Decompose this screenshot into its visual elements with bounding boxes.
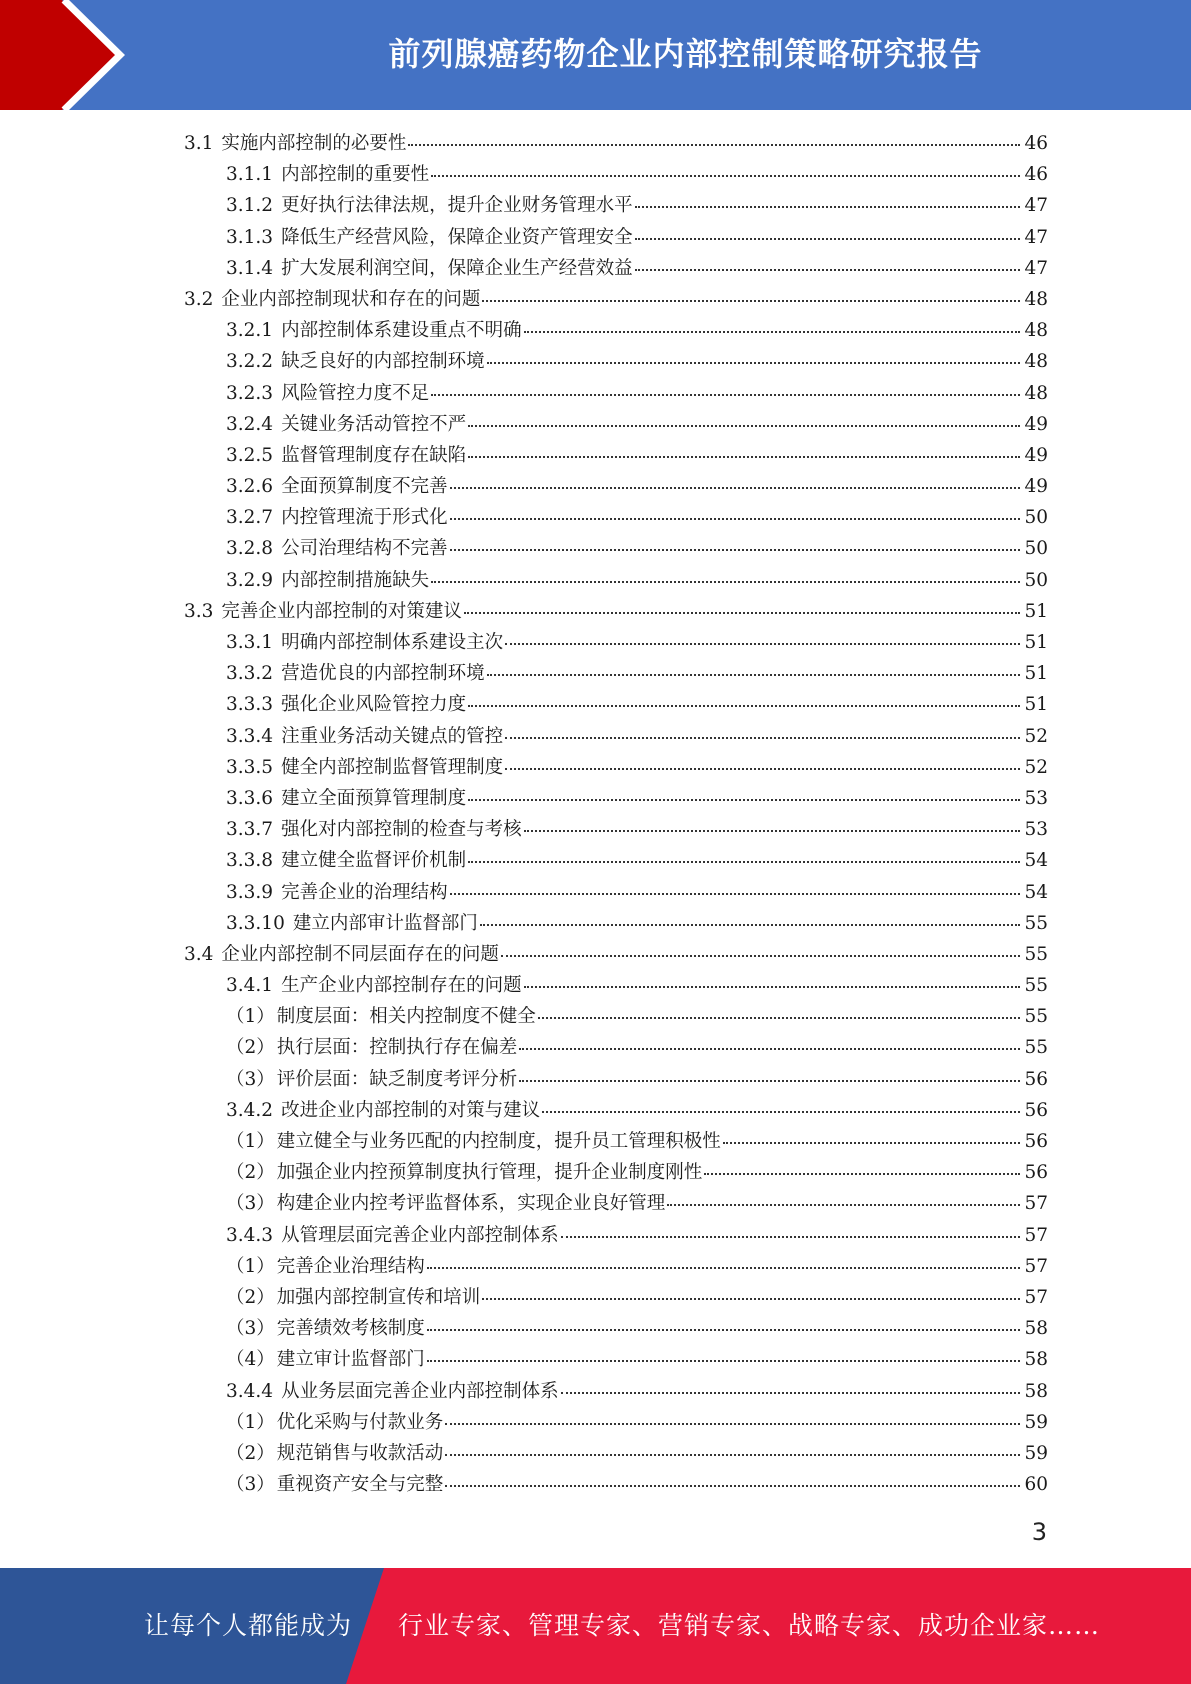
- footer-slogan-left: 让每个人都能成为: [144, 1611, 353, 1640]
- toc-entry-number: （1）: [226, 1255, 275, 1277]
- toc-entry-page: 53: [1024, 787, 1048, 809]
- toc-entry-title: 公司治理结构不完善: [281, 538, 448, 560]
- toc-entry[interactable]: [184, 1032, 1048, 1063]
- toc-dot-leader: [519, 1079, 1020, 1082]
- toc-entry-title: 建立全面预算管理制度: [281, 787, 467, 809]
- toc-dot-leader: [450, 486, 1021, 489]
- toc-entry-page: 55: [1024, 912, 1048, 934]
- toc-entry-page: 51: [1024, 694, 1048, 716]
- toc-entry[interactable]: [184, 970, 1048, 1001]
- toc-entry-number: 3.1.3: [226, 226, 274, 248]
- toc-entry[interactable]: [184, 877, 1048, 908]
- toc-entry[interactable]: [184, 1001, 1048, 1032]
- toc-dot-leader: [445, 1422, 1020, 1425]
- toc-entry-number: 3.2.8: [226, 538, 274, 560]
- toc-entry-number: 3.3.1: [226, 632, 274, 653]
- toc-entry[interactable]: [184, 128, 1048, 159]
- toc-entry-title: 完善企业治理结构: [276, 1255, 425, 1277]
- toc-entry-number: （2）: [226, 1286, 275, 1308]
- toc-entry-number: 3.3.4: [226, 725, 274, 747]
- toc-entry-title: 规范销售与收款活动: [276, 1442, 444, 1464]
- toc-entry[interactable]: [184, 939, 1048, 970]
- toc-entry-title: 扩大发展利润空间，保障企业生产经营效益: [281, 257, 633, 279]
- toc-entry-page: 48: [1024, 288, 1048, 310]
- toc-entry-number: 3.3.6: [226, 787, 274, 809]
- toc-entry-page: 47: [1024, 226, 1048, 248]
- toc-entry-page: 51: [1024, 663, 1048, 685]
- toc-entry-title: 建立审计监督部门: [276, 1349, 425, 1371]
- toc-entry-page: 51: [1024, 600, 1048, 622]
- toc-entry-number: （4）: [226, 1349, 275, 1371]
- toc-dot-leader: [431, 393, 1020, 396]
- toc-entry-title: 加强企业内控预算制度执行管理，提升企业制度刚性: [276, 1162, 703, 1184]
- toc-entry-page: 56: [1024, 1131, 1048, 1152]
- toc-entry-page: 47: [1024, 195, 1048, 217]
- toc-entry-number: （3）: [226, 1474, 275, 1496]
- toc-entry-number: 3.1.2: [226, 195, 274, 217]
- toc-dot-leader: [464, 611, 1021, 614]
- toc-entry[interactable]: [184, 783, 1048, 814]
- toc-entry[interactable]: [184, 1407, 1048, 1438]
- toc-entry[interactable]: [184, 845, 1048, 876]
- toc-dot-leader: [487, 361, 1021, 364]
- toc-entry-title: 内控管理流于形式化: [281, 507, 448, 529]
- toc-entry-number: 3.4.4: [226, 1380, 274, 1402]
- report-title: 前列腺癌药物企业内部控制策略研究报告: [388, 35, 983, 73]
- toc-entry[interactable]: [184, 284, 1048, 315]
- toc-entry-title: 从业务层面完善企业内部控制体系: [281, 1380, 559, 1402]
- toc-entry[interactable]: [184, 752, 1048, 783]
- toc-entry-number: （2）: [226, 1442, 275, 1464]
- toc-entry[interactable]: [184, 346, 1048, 377]
- toc-dot-leader: [427, 1266, 1021, 1269]
- toc-entry-title: 缺乏良好的内部控制环境: [281, 351, 485, 373]
- toc-entry[interactable]: [184, 596, 1048, 627]
- toc-entry[interactable]: [184, 440, 1048, 471]
- toc-entry-number: 3.3.8: [226, 850, 274, 872]
- toc-entry-page: 58: [1024, 1380, 1048, 1402]
- toc-dot-leader: [561, 1391, 1021, 1394]
- toc-entry-title: 明确内部控制体系建设主次: [281, 632, 504, 653]
- toc-entry-title: 完善企业的治理结构: [281, 881, 448, 903]
- toc-entry[interactable]: [184, 378, 1048, 409]
- toc-entry-page: 49: [1024, 444, 1048, 466]
- toc-entry-page: 54: [1024, 850, 1048, 872]
- toc-entry-number: 3.3: [184, 600, 214, 622]
- toc-entry-title: 更好执行法律法规，提升企业财务管理水平: [281, 195, 633, 217]
- toc-dot-leader: [427, 1328, 1021, 1331]
- toc-entry-page: 53: [1024, 819, 1048, 841]
- toc-dot-leader: [482, 1297, 1020, 1300]
- toc-entry-title: 构建企业内控考评监督体系，实现企业良好管理: [276, 1193, 666, 1215]
- toc-dot-leader: [635, 237, 1021, 240]
- toc-entry[interactable]: [184, 222, 1048, 253]
- toc-dot-leader: [667, 1203, 1020, 1206]
- toc-entry-title: 建立健全监督评价机制: [281, 850, 467, 872]
- toc-entry[interactable]: [184, 1344, 1048, 1375]
- toc-dot-leader: [704, 1172, 1020, 1175]
- toc-entry[interactable]: [184, 721, 1048, 752]
- page-number: 3: [1031, 1518, 1047, 1546]
- toc-entry-title: 强化对内部控制的检查与考核: [281, 819, 522, 841]
- toc-entry-title: 监督管理制度存在缺陷: [281, 444, 467, 466]
- toc-entry[interactable]: [184, 1157, 1048, 1188]
- toc-entry[interactable]: [184, 689, 1048, 720]
- toc-entry[interactable]: [184, 658, 1048, 689]
- toc-dot-leader: [561, 1235, 1021, 1238]
- toc-dot-leader: [468, 424, 1020, 427]
- toc-entry-page: 59: [1024, 1442, 1048, 1464]
- toc-entry-number: （2）: [226, 1162, 275, 1184]
- toc-entry-title: 加强内部控制宣传和培训: [276, 1286, 481, 1308]
- toc-entry-number: 3.3.2: [226, 663, 274, 685]
- toc-entry-page: 55: [1024, 1037, 1048, 1059]
- toc-entry-page: 57: [1024, 1193, 1048, 1215]
- toc-entry[interactable]: [184, 565, 1048, 596]
- toc-entry-number: 3.1: [184, 133, 214, 154]
- toc-entry-title: 风险管控力度不足: [281, 382, 430, 404]
- toc-entry[interactable]: [184, 1126, 1048, 1157]
- toc-entry-page: 49: [1024, 413, 1048, 435]
- table-of-contents: [184, 128, 1048, 1500]
- toc-entry-number: （1）: [226, 1131, 275, 1152]
- chevron-arrow-icon: [0, 0, 160, 110]
- toc-entry-title: 完善绩效考核制度: [276, 1318, 425, 1340]
- toc-entry-number: （3）: [226, 1193, 275, 1215]
- toc-entry-title: 企业内部控制不同层面存在的问题: [221, 943, 499, 965]
- toc-dot-leader: [450, 517, 1021, 520]
- toc-entry-page: 46: [1024, 133, 1048, 154]
- toc-dot-leader: [468, 704, 1020, 707]
- toc-entry[interactable]: [184, 1438, 1048, 1469]
- toc-entry-title: 内部控制措施缺失: [281, 569, 430, 591]
- toc-entry[interactable]: [184, 159, 1048, 190]
- toc-entry[interactable]: [184, 1469, 1048, 1500]
- toc-dot-leader: [505, 736, 1020, 739]
- toc-entry-title: 营造优良的内部控制环境: [281, 663, 485, 685]
- toc-entry-page: 60: [1024, 1474, 1048, 1496]
- toc-dot-leader: [519, 1047, 1020, 1050]
- toc-entry[interactable]: [184, 471, 1048, 502]
- toc-entry[interactable]: [184, 1095, 1048, 1126]
- toc-entry-number: （2）: [226, 1037, 275, 1059]
- toc-entry-page: 56: [1024, 1099, 1048, 1121]
- toc-entry-page: 47: [1024, 257, 1048, 279]
- toc-entry-page: 48: [1024, 351, 1048, 373]
- toc-entry[interactable]: [184, 1220, 1048, 1251]
- toc-entry-page: 52: [1024, 725, 1048, 747]
- toc-entry[interactable]: [184, 1064, 1048, 1095]
- toc-dot-leader: [524, 985, 1021, 988]
- toc-entry[interactable]: [184, 409, 1048, 440]
- toc-dot-leader: [524, 330, 1021, 333]
- toc-entry-title: 内部控制的重要性: [281, 164, 430, 186]
- toc-entry-page: 50: [1024, 538, 1048, 560]
- toc-entry-number: 3.3.10: [226, 912, 285, 934]
- toc-entry-number: 3.2.4: [226, 413, 274, 435]
- toc-entry[interactable]: [184, 1188, 1048, 1219]
- toc-entry-title: 建立内部审计监督部门: [292, 912, 478, 934]
- toc-dot-leader: [635, 268, 1021, 271]
- toc-entry-page: 48: [1024, 382, 1048, 404]
- toc-entry-number: 3.2.9: [226, 569, 274, 591]
- toc-dot-leader: [468, 455, 1020, 458]
- toc-entry-number: 3.1.1: [226, 164, 274, 186]
- toc-dot-leader: [505, 767, 1020, 770]
- toc-entry-number: （3）: [226, 1068, 275, 1090]
- toc-entry-title: 完善企业内部控制的对策建议: [221, 600, 462, 622]
- toc-entry[interactable]: [184, 315, 1048, 346]
- toc-entry-number: 3.4.1: [226, 975, 274, 997]
- toc-entry[interactable]: [184, 502, 1048, 533]
- toc-entry[interactable]: [184, 627, 1048, 658]
- toc-entry-title: 优化采购与付款业务: [276, 1411, 444, 1433]
- toc-entry-title: 评价层面：缺乏制度考评分析: [276, 1068, 518, 1090]
- toc-entry-title: 降低生产经营风险，保障企业资产管理安全: [281, 226, 633, 248]
- toc-dot-leader: [450, 548, 1021, 551]
- footer-slogan-right: 行业专家、管理专家、营销专家、战略专家、成功企业家……: [398, 1611, 1101, 1640]
- toc-entry-title: 改进企业内部控制的对策与建议: [281, 1099, 541, 1121]
- toc-dot-leader: [505, 642, 1020, 645]
- toc-entry-title: 重视资产安全与完整: [276, 1474, 444, 1496]
- toc-entry-number: 3.3.9: [226, 881, 274, 903]
- toc-entry-title: 企业内部控制现状和存在的问题: [221, 288, 481, 310]
- toc-entry-title: 健全内部控制监督管理制度: [281, 756, 504, 778]
- toc-entry-number: （1）: [226, 1006, 275, 1028]
- toc-entry-number: 3.4: [184, 943, 214, 965]
- toc-entry-page: 50: [1024, 507, 1048, 529]
- toc-dot-leader: [538, 1016, 1021, 1019]
- toc-entry-page: 51: [1024, 632, 1048, 653]
- toc-dot-leader: [445, 1484, 1020, 1487]
- page-footer: [0, 1568, 1191, 1684]
- toc-entry-page: 48: [1024, 320, 1048, 342]
- toc-entry-page: 58: [1024, 1349, 1048, 1371]
- toc-entry-page: 55: [1024, 1006, 1048, 1028]
- toc-entry-page: 58: [1024, 1318, 1048, 1340]
- toc-dot-leader: [431, 580, 1020, 583]
- toc-entry-title: 强化企业风险管控力度: [281, 694, 467, 716]
- toc-entry-title: 实施内部控制的必要性: [221, 133, 407, 154]
- toc-entry[interactable]: [184, 1376, 1048, 1407]
- toc-dot-leader: [482, 299, 1020, 302]
- toc-dot-leader: [501, 954, 1021, 957]
- toc-entry-title: 生产企业内部控制存在的问题: [281, 975, 522, 997]
- toc-dot-leader: [723, 1141, 1021, 1144]
- toc-entry-page: 54: [1024, 881, 1048, 903]
- toc-entry-page: 56: [1024, 1162, 1048, 1184]
- toc-dot-leader: [480, 923, 1021, 926]
- toc-entry-page: 55: [1024, 943, 1048, 965]
- toc-entry[interactable]: [184, 253, 1048, 284]
- toc-entry-page: 52: [1024, 756, 1048, 778]
- toc-entry-number: 3.2.3: [226, 382, 274, 404]
- toc-dot-leader: [450, 892, 1021, 895]
- toc-entry-number: （3）: [226, 1318, 275, 1340]
- toc-entry-number: 3.2.2: [226, 351, 274, 373]
- toc-entry[interactable]: [184, 533, 1048, 564]
- toc-entry[interactable]: [184, 908, 1048, 939]
- toc-dot-leader: [635, 205, 1021, 208]
- toc-entry-number: 3.2.7: [226, 507, 274, 529]
- toc-dot-leader: [408, 143, 1020, 146]
- toc-entry-number: 3.4.2: [226, 1099, 274, 1121]
- toc-entry[interactable]: [184, 1313, 1048, 1344]
- toc-entry-number: 3.2.6: [226, 476, 274, 498]
- toc-entry[interactable]: [184, 1282, 1048, 1313]
- toc-dot-leader: [542, 1110, 1020, 1113]
- toc-entry-page: 56: [1024, 1068, 1048, 1090]
- toc-entry-number: （1）: [226, 1411, 275, 1433]
- toc-entry-page: 50: [1024, 569, 1048, 591]
- toc-entry-title: 注重业务活动关键点的管控: [281, 725, 504, 747]
- toc-dot-leader: [468, 798, 1020, 801]
- toc-entry-page: 59: [1024, 1411, 1048, 1433]
- toc-entry-title: 从管理层面完善企业内部控制体系: [281, 1224, 559, 1246]
- toc-entry[interactable]: [184, 190, 1048, 221]
- page-header: [0, 0, 1191, 110]
- toc-entry-number: 3.3.5: [226, 756, 274, 778]
- toc-dot-leader: [487, 673, 1021, 676]
- toc-entry-page: 55: [1024, 975, 1048, 997]
- toc-entry-number: 3.4.3: [226, 1224, 274, 1246]
- toc-dot-leader: [524, 829, 1021, 832]
- toc-entry-title: 关键业务活动管控不严: [281, 413, 467, 435]
- toc-entry-number: 3.2: [184, 288, 214, 310]
- toc-entry-title: 建立健全与业务匹配的内控制度，提升员工管理积极性: [276, 1131, 721, 1152]
- toc-dot-leader: [431, 174, 1020, 177]
- toc-entry-title: 执行层面：控制执行存在偏差: [276, 1037, 518, 1059]
- toc-entry-title: 全面预算制度不完善: [281, 476, 448, 498]
- toc-dot-leader: [445, 1453, 1020, 1456]
- toc-entry[interactable]: [184, 814, 1048, 845]
- toc-entry-title: 内部控制体系建设重点不明确: [281, 320, 522, 342]
- toc-entry[interactable]: [184, 1251, 1048, 1282]
- toc-entry-number: 3.1.4: [226, 257, 274, 279]
- toc-entry-page: 57: [1024, 1286, 1048, 1308]
- toc-entry-number: 3.2.1: [226, 320, 274, 342]
- toc-entry-page: 49: [1024, 476, 1048, 498]
- toc-entry-page: 57: [1024, 1255, 1048, 1277]
- toc-dot-leader: [427, 1359, 1021, 1362]
- toc-entry-number: 3.3.3: [226, 694, 274, 716]
- toc-entry-number: 3.2.5: [226, 444, 274, 466]
- toc-entry-page: 57: [1024, 1224, 1048, 1246]
- toc-entry-title: 制度层面：相关内控制度不健全: [276, 1006, 536, 1028]
- toc-entry-number: 3.3.7: [226, 819, 274, 841]
- toc-entry-page: 46: [1024, 164, 1048, 186]
- toc-dot-leader: [468, 860, 1020, 863]
